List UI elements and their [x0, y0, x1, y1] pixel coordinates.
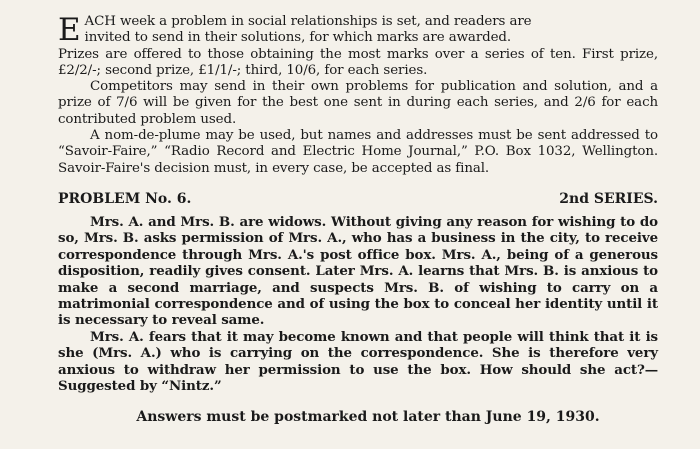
- problem-heading: [58, 191, 658, 208]
- intro-paragraph-2: Competitors may send in their own problems for publication and solution, and a prize of 7/6 will be given for the best one sent in during each series, and 2/6 for each contributed problem used.: [58, 79, 658, 127]
- problem-title: PROBLEM No. 6.: [58, 190, 192, 207]
- intro-line-1: ACH week a problem in social relationships is set, and readers are: [84, 14, 532, 29]
- intro-paragraph-1: [58, 14, 658, 79]
- problem-paragraph-2: Mrs. A. fears that it may become known and that people will think that it is she (Mrs. A.) who is carrying on the correspondence. She is therefore very anxious to withdraw her permission to use the box. How should she act?—Suggested by “Nintz.”: [58, 328, 658, 395]
- intro-paragraph-3: A nom-de-plume may be used, but names and addresses must be sent addressed to “Savoir-Faire,” “Radio Record and Electric Home Journal,” P.O. Box 1032, Wellington. Savoir-Faire's decision must, in every case, be accepted as final.: [58, 128, 658, 176]
- drop-cap: E: [58, 12, 81, 48]
- intro-line-2: invited to send in their solutions, for which marks are awarded.: [84, 30, 512, 46]
- intro-paragraph-1-rest: Prizes are offered to those obtaining the most marks over a series of ten. First prize, £2/2/-; second prize, £1/1/-; third, 10/6, for each series.: [58, 46, 658, 78]
- problem-section: [58, 214, 658, 394]
- series-label: 2nd SERIES.: [559, 190, 658, 207]
- article: [58, 14, 658, 426]
- deadline-notice: Answers must be postmarked not later than June 19, 1930.: [136, 409, 600, 426]
- intro-section: [58, 14, 658, 177]
- problem-paragraph-1: Mrs. A. and Mrs. B. are widows. Without giving any reason for wishing to do so, Mrs. B. asks permission of Mrs. A., who has a business in the city, to receive correspondence through Mrs. A.'s post office box. Mrs. A., being of a generous disposition, readily gives consent. Later Mrs. A. learns that Mrs. B. is anxious to make a second marriage, and suspects Mrs. B. of wishing to carry on a matrimonial correspondence and of using the box to conceal her identity until it is necessary to reveal same.: [58, 213, 658, 329]
